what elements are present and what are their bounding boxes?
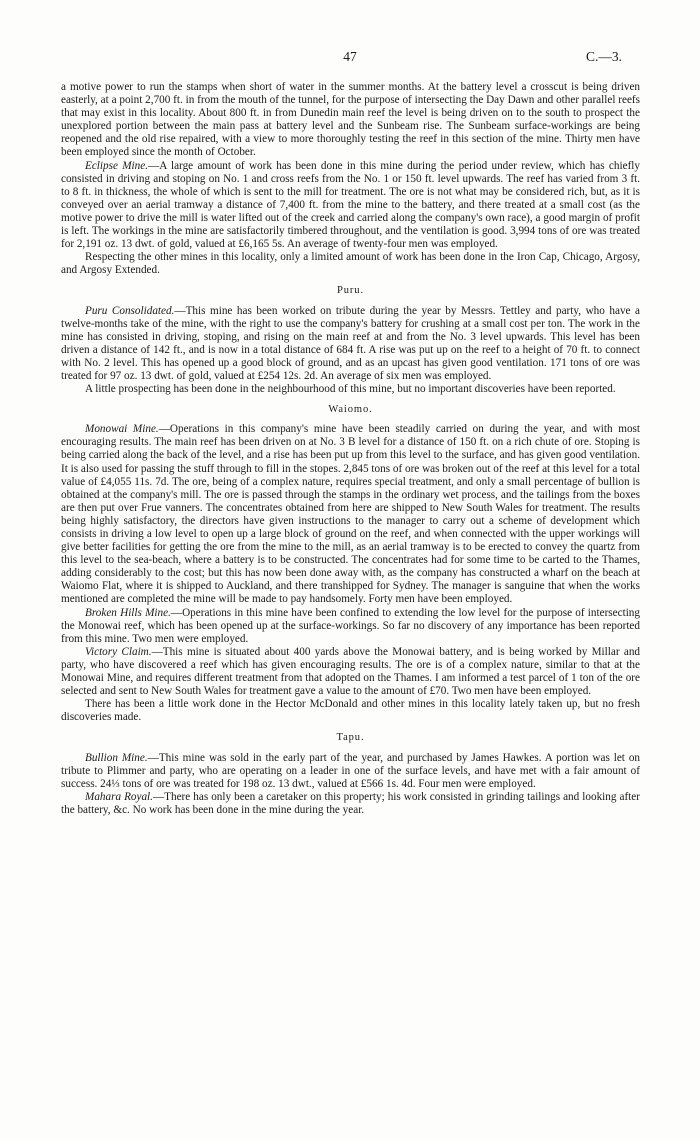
paragraph [61, 646, 640, 698]
paragraph-text: —A large amount of work has been done in this mine during the period under review, which has chiefly consisted in driving and stoping on No. 1 and cross reefs from the No. 1 or 150 ft. level upwards. The reef has varied from 3 ft. to 8 ft. in thickness, the whole of which is sent to the mill for treatment. The ore is not what may be considered rich, but, as it is conveyed over an aerial tramway a distance of 7,400 ft. from the mine to the battery, and there treated at a small cost (as the motive power to drive the mill is water lifted out of the creek and carried along the company's own race), a good margin of profit is left. The workings in the mine are satisfactorily timbered throughout, and the ventilation is good. 3,994 tons of ore was treated for 2,191 oz. 13 dwt. of gold, valued at £6,165 5s. An average of twenty-four men was employed. [61, 159, 640, 251]
mine-name: Broken Hills Mine. [85, 606, 171, 619]
mine-name: Mahara Royal. [85, 790, 153, 803]
paragraph-text: —Operations in this company's mine have been steadily carried on during the year, and with most encouraging results. The main reef has been driven on at No. 3 B level for a distance of 150 ft. on a rich chute of ore. Stoping is being carried along the back of the level, and a rise has been put up from this level to the surface, and has given good ventilation. It is also used for passing the stuff through to fill in the stopes. 2,845 tons of ore was broken out of the reef at this level for a total value of £4,055 11s. 7d. The ore, being of a complex nature, requires special treatment, and only a small percentage of bullion is obtained at the company's mill. The ore is passed through the stamps in the ordinary wet process, and the tailings from the boxes are then put over Frue vanners. The concentrates obtained from here are shipped to New South Wales for treatment. The results being highly satisfactory, the directors have given instructions to the manager to carry out a scheme of development which consists in driving a low level to open up a large block of ground on the reef, and when connected with the upper workings will give better facilities for getting the ore from the mine to the mill, as an aerial tramway is to be erected to convey the quartz from this level to the sea-beach, where a battery is to be constructed. The concentrates had for some time to be carted to the Thames, adding considerably to the cost; but this has now been done away with, as the company has constructed a wharf on the beach at Waiomo Flat, where it is shipped to Auckland, and there transhipped for Sydney. The manager is sanguine that when the works mentioned are completed the mine will be made to pay handsomely. Forty men have been employed. [61, 423, 640, 606]
mine-name: Puru Consolidated. [85, 304, 175, 317]
section-heading: Puru. [337, 285, 364, 297]
paragraph [61, 791, 640, 817]
paragraph-text: There has been a little work done in the Hector McDonald and other mines in this locality lately taken up, but no fresh discoveries made. [61, 698, 640, 724]
paragraph-text: A little prospecting has been done in the neighbourhood of this mine, but no important discoveries have been reported. [85, 383, 616, 396]
paragraph [61, 383, 640, 396]
section-waiomo [61, 403, 640, 724]
paragraph-text: —Operations in this mine have been confined to extending the low level for the purpose of intersecting the Monowai reef, which has been opened up at the surface-workings. So far no discovery of any importance has been reported from this mine. Two men were employed. [61, 606, 640, 645]
mine-name: Victory Claim. [85, 645, 152, 658]
paragraph [61, 607, 640, 646]
intro-paragraph: a motive power to run the stamps when short of water in the summer months. At the battery level a crosscut is being driven easterly, at a point 2,700 ft. in from the mouth of the tunnel, for the purpose of intersecting the Day Dawn and other parallel reefs that may exist in this locality. About 800 ft. in from Dunedin main reef the level is being driven on to the south to prospect the unexplored portion between the main pass at battery level and the Sunbeam rise. The Sunbeam surface-workings are being reopened and the old rise repaired, with a view to more thoroughly testing the reef in this section of the mine. Thirty men have been employed since the month of October. [61, 81, 640, 159]
paragraph-text: —This mine has been worked on tribute during the year by Messrs. Tettley and party, who have a twelve-months take of the mine, with the right to use the company's battery for crushing at a small cost per ton. The work in the mine has consisted in driving, stoping, and rising on the main reef at and from the No. 3 level upwards. This level has been driven a distance of 142 ft., and is now in a total distance of 684 ft. A rise was put up on the reef to a height of 70 ft. to connect with No. 2 level. This has opened up a good block of ground, and as an upcast has given good ventilation. 171 tons of ore was treated for 97 oz. 13 dwt. of gold, valued at £254 12s. 2d. An average of six men was employed. [61, 304, 641, 382]
paragraph [61, 423, 640, 606]
paragraph-text: —There has only been a caretaker on this property; his work consisted in grinding tailings and looking after the battery, &c. No work has been done in the mine during the year. [61, 790, 640, 816]
section-heading: Waiomo. [328, 404, 373, 416]
mine-name: Eclipse Mine. [85, 159, 149, 172]
mine-name: Monowai Mine. [85, 423, 159, 436]
paragraph [61, 251, 640, 277]
mine-name: Bullion Mine. [85, 751, 148, 764]
paragraph [61, 752, 640, 791]
paragraph-text: —This mine was sold in the early part of the year, and purchased by James Hawkes. A portion was let on tribute to Plimmer and party, who are operating on a leader in one of the surface levels, and have met with a fair amount of success. 24⅓ tons of ore was treated for 198 oz. 13 dwt., valued at £566 1s. 4d. Four men were employed. [61, 751, 641, 790]
section-puru [61, 284, 640, 396]
section-eclipse [61, 160, 640, 278]
paragraph [61, 160, 640, 252]
section-tapu [61, 731, 640, 817]
paragraph [61, 698, 640, 724]
document-body [61, 50, 640, 817]
paragraph [61, 305, 640, 384]
document-reference: C.—3. [585, 49, 622, 64]
section-heading: Tapu. [336, 732, 365, 744]
page-number: 47 [343, 49, 357, 64]
paragraph-text: Respecting the other mines in this locality, only a limited amount of work has been done in the Iron Cap, Chicago, Argosy, and Argosy Extended. [61, 251, 640, 277]
paragraph-text: —This mine is situated about 400 yards above the Monowai battery, and is being worked by Millar and party, who have discovered a reef which has given encouraging results. The ore is of a complex nature, similar to that at the Monowai Mine, and requires different treatment from that adopted on the Thames. I am informed a test parcel of 1 ton of the ore selected and sent to New South Wales for treatment gave a value to the amount of £70. Two men have been employed. [61, 645, 641, 698]
